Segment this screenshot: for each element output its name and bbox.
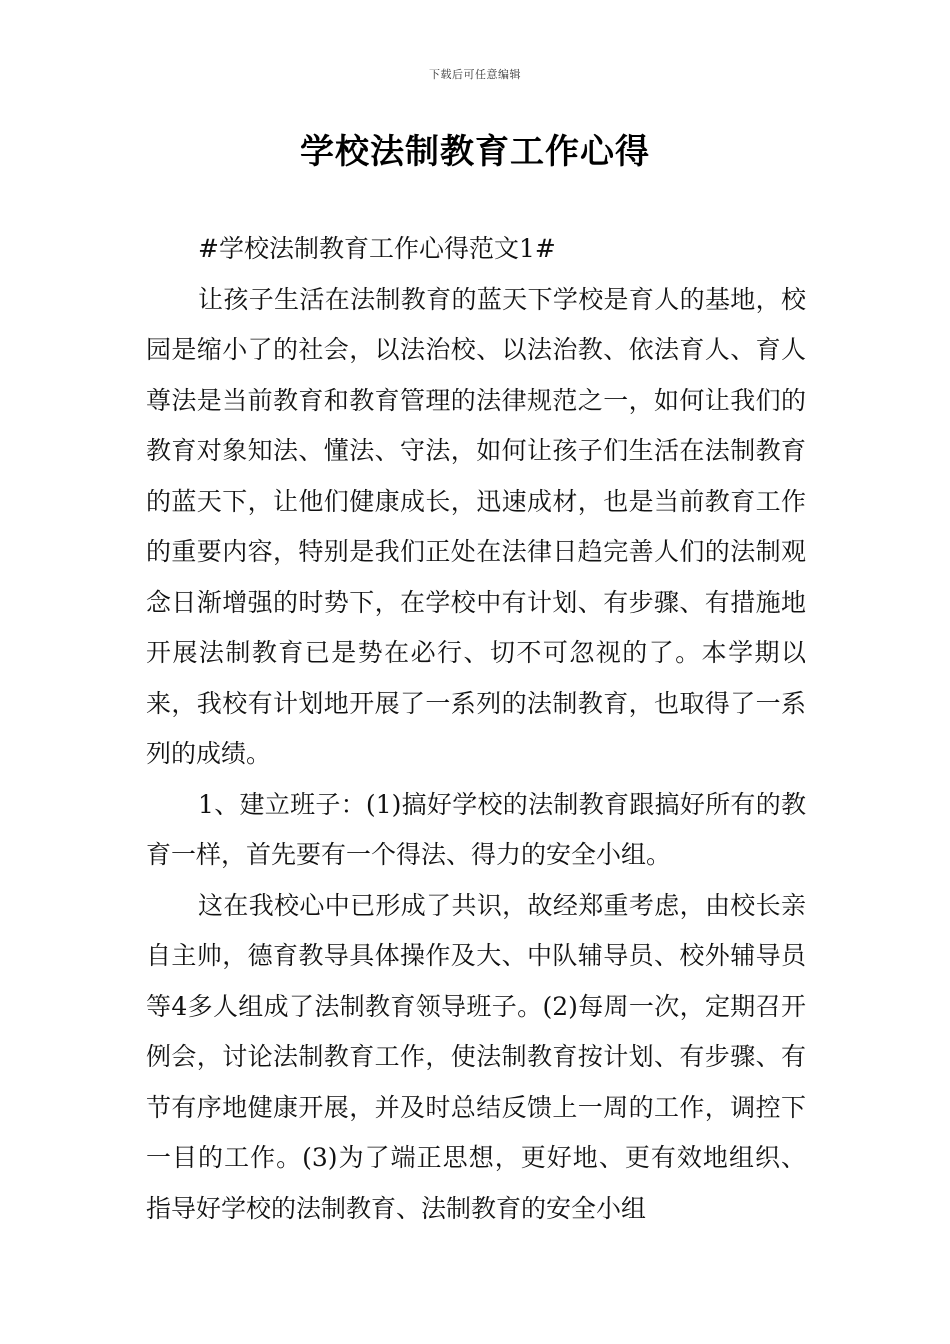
body-paragraph: 这在我校心中已形成了共识，故经郑重考虑，由校长亲自主帅，德育教导具体操作及大、中队辅导员、校外辅导员等4多人组成了法制教育领导班子。(2)每周一次，定期召开例会，讨论法制教育工作，使法制教育按计划、有步骤、有节有序地健康开展，并及时总结反馈上一周的工作，调控下一目的工作。(3)为了端正思想，更好地、更有效地组织、指导好学校的法制教育、法制教育的安全小组 xyxy=(146,890,806,1223)
section-heading: #学校法制教育工作心得范文1# xyxy=(198,234,556,263)
body-paragraph: 让孩子生活在法制教育的蓝天下学校是育人的基地，校园是缩小了的社会，以法治校、以法治教、依法育人、育人尊法是当前教育和教育管理的法律规范之一，如何让我们的教育对象知法、懂法、守法，如何让孩子们生活在法制教育的蓝天下，让他们健康成长，迅速成材，也是当前教育工作的重要内容，特别是我们正处在法律日趋完善人们的法制观念日渐增强的时势下，在学校中有计划、有步骤、有措施地开展法制教育已是势在必行、切不可忽视的了。本学期以来，我校有计划地开展了一系列的法制教育，也取得了一系列的成绩。 xyxy=(146,284,806,768)
document-body xyxy=(146,224,806,1234)
header-note: 下载后可任意编辑 xyxy=(429,68,521,81)
document-title: 学校法制教育工作心得 xyxy=(300,132,650,172)
body-paragraph: 1、建立班子：(1)搞好学校的法制教育跟搞好所有的教育一样，首先要有一个得法、得力的安全小组。 xyxy=(146,789,806,869)
